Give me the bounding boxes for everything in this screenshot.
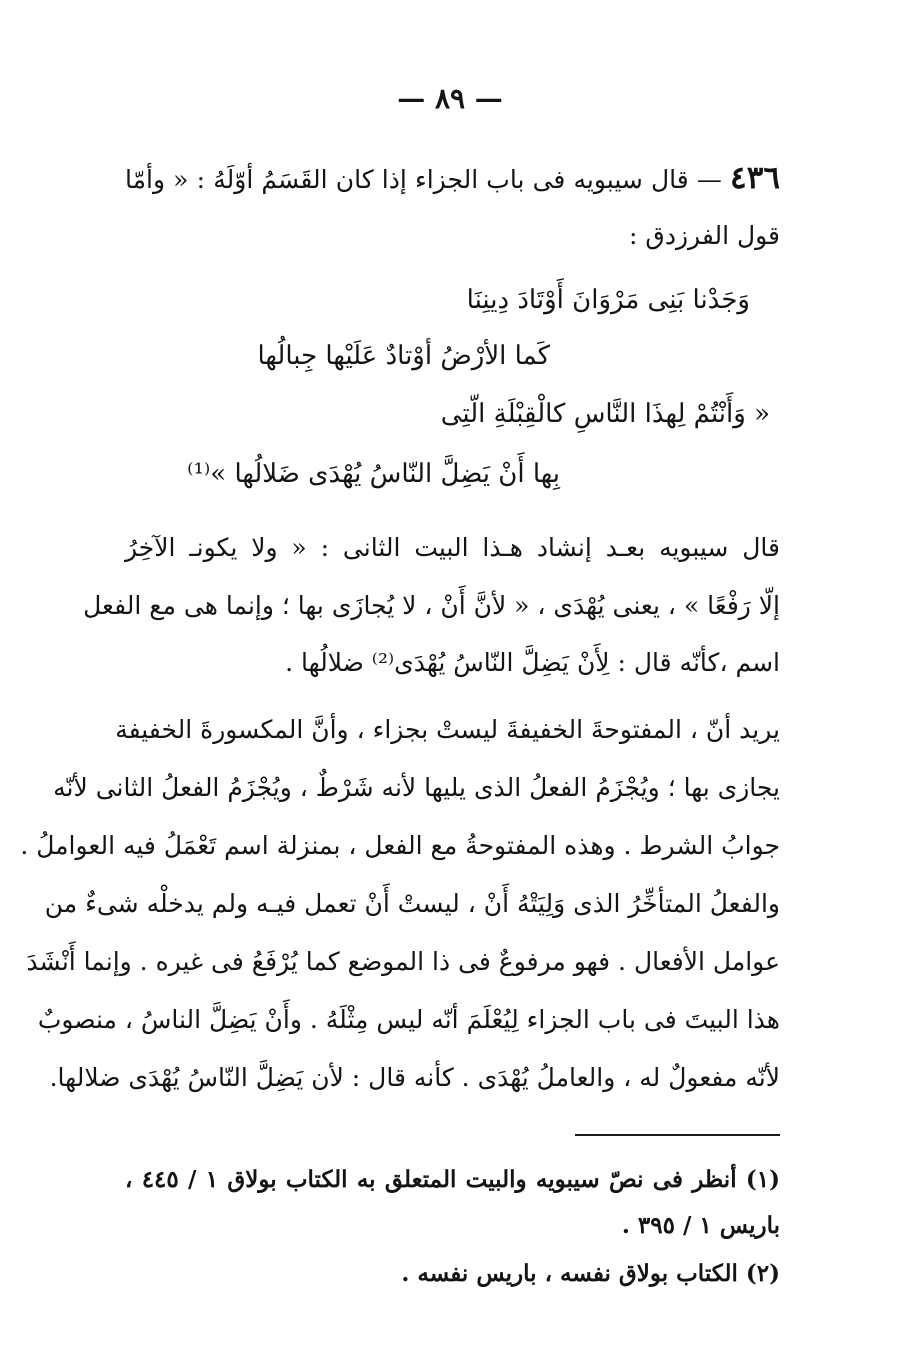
para2-line-2: يجازى بها ؛ ويُجْزَمُ الفعلُ الذى يليها لأنه شَرْطٌ ، ويُجْزَمُ الفعلُ الثانى لأنّه [53,773,780,802]
footnote-2: (٢) الكتاب بولاق نفسه ، باريس نفسه . [401,1260,780,1287]
entry-line-1 [125,160,780,198]
entry-heading-text: — قال سيبويه فى باب الجزاء إذا كان القَسَمُ أوّلَهُ : « وأمّا [125,165,722,194]
entry-number: ٤٣٦ [730,160,780,196]
para2-line-3: جوابُ الشرط . وهذه المفتوحةُ مع الفعل ، بمنزلة اسم تَعْمَلُ فيه العواملُ . [20,831,780,860]
entry-line-2: قول الفرزدق : [629,221,780,250]
footnote-1-line-2: باريس ١ / ٣٩٥ . [621,1212,780,1239]
footnote-separator [575,1134,780,1136]
para1-line-1: قال سيبويه بعـد إنشاد هـذا البيت الثانى : « ولا يكونـ الآخِرُ [125,533,780,562]
para2-line-5: عوامل الأفعال . فهو مرفوعٌ فى ذا الموضع كما يُرْفَعُ فى غيره . وإنما أَنْشَدَ [26,947,780,976]
verse-line-1: وَجَدْنا بَنِى مَرْوَانَ أَوْتَادَ دِينِنَا [466,285,750,315]
verse-line-3: « وَأَنْتُمْ لِهذَا النَّاسِ كالْقِبْلَةِ الّتِى [440,399,770,429]
para1-line-3: اسم ،كأنّه قال : لِأَنْ يَضِلَّ النّاسُ يُهْدَى⁽²⁾ ضلالُها . [285,648,780,677]
page-number: — ٨٩ — [397,82,503,115]
verse-line-2: كَما الأرْضُ أوْتادٌ عَلَيْها جِبالُها [257,341,550,371]
footnote-1-line-1: (١) أنظر فى نصّ سيبويه والبيت المتعلق به الكتاب بولاق ١ / ٤٤٥ ، [125,1166,780,1193]
para2-line-7: لأنّه مفعولٌ له ، والعاملُ يُهْدَى . كأنه قال : لأن يَضِلَّ النّاسُ يُهْدَى ضلالها. [49,1063,780,1092]
para1-line-2: إلّا رَفْعًا » ، يعنى يُهْدَى ، « لأنَّ أَنْ ، لا يُجازَى بها ؛ وإنما هى مع الفعل [83,591,780,620]
para2-line-6: هذا البيتَ فى باب الجزاء لِيُعْلَمَ أنّه ليس مِثْلَهُ . وأَنْ يَضِلَّ الناسُ ، منصوبٌ [37,1005,780,1034]
verse-line-4: بِها أَنْ يَضِلَّ النّاسُ يُهْدَى ضَلالُها »⁽¹⁾ [187,459,560,489]
para2-line-4: والفعلُ المتأخِّرُ الذى وَلِيَتْهُ أَنْ ، ليستْ أَنْ تعمل فيـه ولم يدخلْه شىءٌ من [44,889,780,918]
para2-line-1: يريد أنّ ، المفتوحةَ الخفيفةَ ليستْ بجزاء ، وأنَّ المكسورةَ الخفيفة [115,715,780,744]
